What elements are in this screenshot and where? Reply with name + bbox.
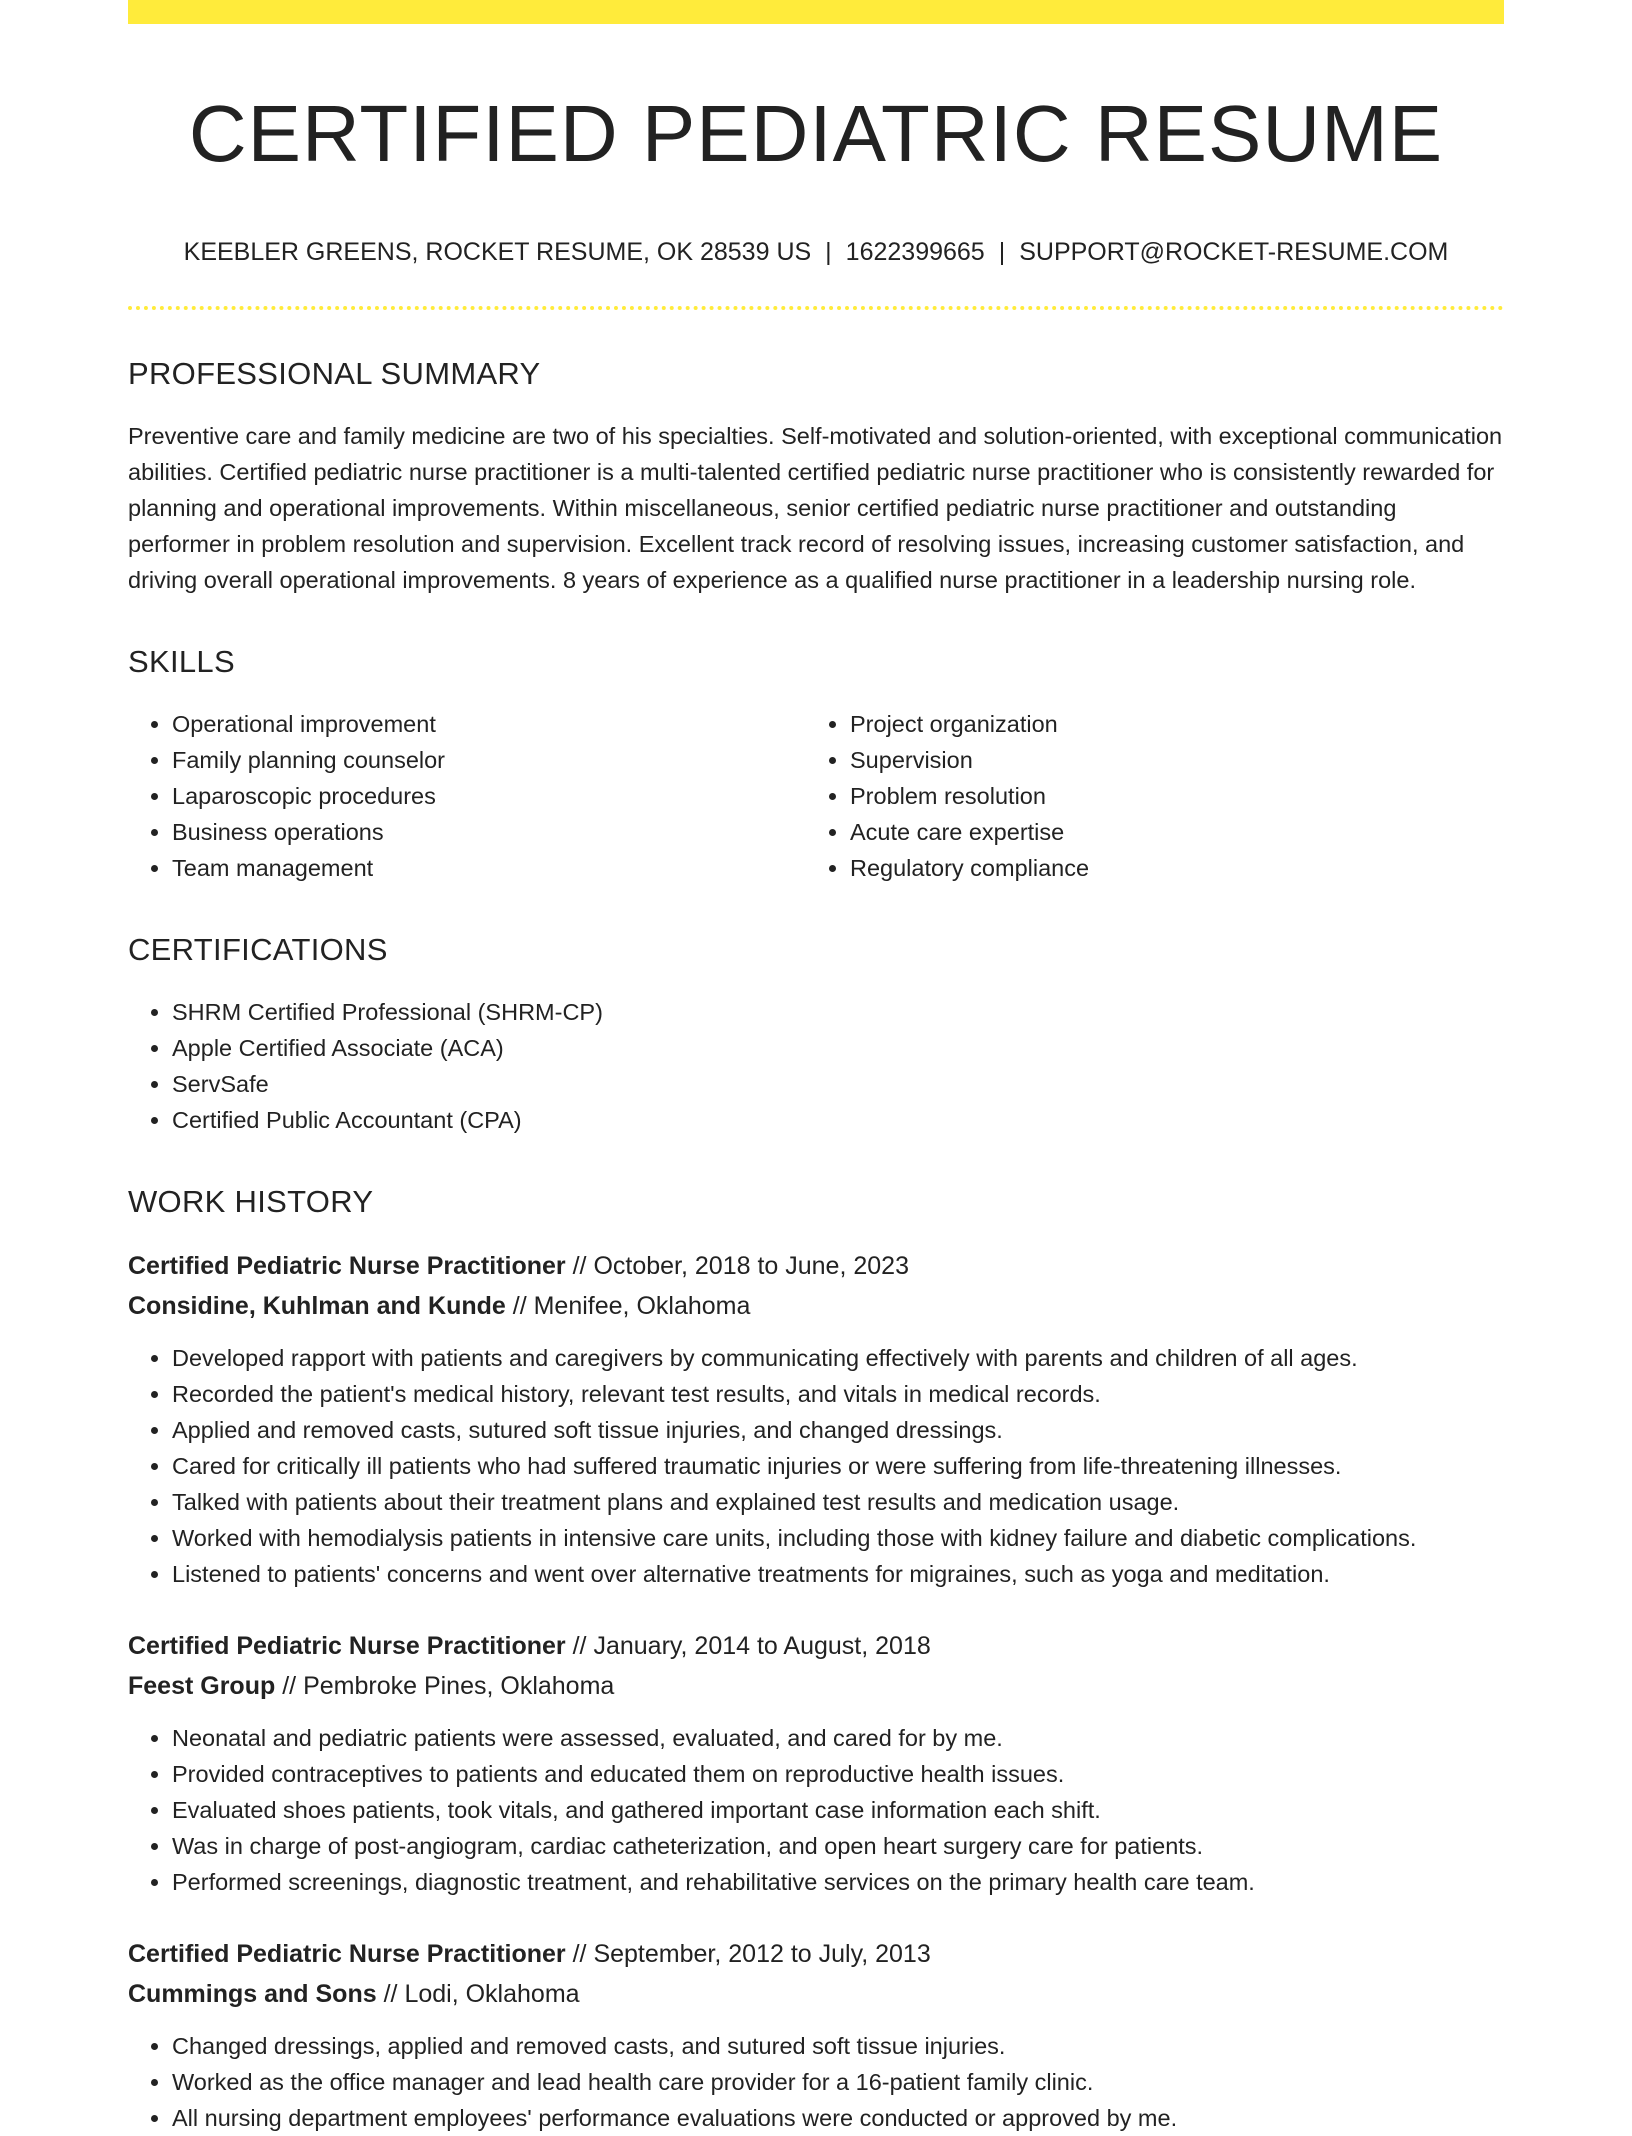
job-bullet: • Performed screenings, diagnostic treatment, and rehabilitative services on the primary health care team. [172,1864,1504,1900]
job-title: Certified Pediatric Nurse Practitioner [128,1252,566,1280]
certification-item: • SHRM Certified Professional (SHRM-CP) [172,994,1504,1030]
dotted-divider [128,306,1504,310]
job-entry [128,1246,1504,1592]
job-title-line [128,1934,1504,1974]
job-entry [128,1626,1504,1900]
job-bullet: • Worked as the office manager and lead health care provider for a 16-patient family clinic. [172,2064,1504,2100]
job-bullet: • Applied and removed casts, sutured soft tissue injuries, and changed dressings. [172,1412,1504,1448]
work-history-heading: WORK HISTORY [128,1184,374,1219]
job-bullet: • All nursing department employees' performance evaluations were conducted or approved by me. [172,2100,1504,2136]
skill-item: • Laparoscopic procedures [172,778,806,814]
skill-item: • Acute care expertise [850,814,1484,850]
skill-item: • Operational improvement [172,706,806,742]
job-bullet: • Talked with patients about their treatment plans and explained test results and medication usage. [172,1484,1504,1520]
job-dates: January, 2014 to August, 2018 [593,1632,931,1660]
job-bullet: • Was in charge of post-angiogram, cardiac catheterization, and open heart surgery care for patients. [172,1828,1504,1864]
job-title-line [128,1626,1504,1666]
delimiter: // [572,1252,587,1280]
job-company: Cummings and Sons [128,1980,377,2008]
job-entry [128,1934,1504,2136]
job-bullet: • Cared for critically ill patients who had suffered traumatic injuries or were suffering from life-threatening illnesses. [172,1448,1504,1484]
contact-email: SUPPORT@ROCKET-RESUME.COM [1019,238,1449,266]
resume-page [128,0,1504,2136]
summary-heading: PROFESSIONAL SUMMARY [128,356,541,391]
contact-line [128,236,1504,268]
skill-item: • Supervision [850,742,1484,778]
job-title-line [128,1246,1504,1286]
job-bullets [128,2028,1504,2136]
job-bullet: • Recorded the patient's medical history, relevant test results, and vitals in medical records. [172,1376,1504,1412]
job-bullet: • Listened to patients' concerns and went over alternative treatments for migraines, such as yoga and meditation. [172,1556,1504,1592]
contact-phone: 1622399665 [845,238,985,266]
job-dates: October, 2018 to June, 2023 [593,1252,909,1280]
skill-item: • Business operations [172,814,806,850]
skill-item: • Team management [172,850,806,886]
top-accent-bar [128,0,1504,24]
delimiter: // [383,1980,398,2008]
job-bullet: • Developed rapport with patients and caregivers by communicating effectively with parents and children of all ages. [172,1340,1504,1376]
skill-item: • Project organization [850,706,1484,742]
job-bullet: • Worked with hemodialysis patients in intensive care units, including those with kidney failure and diabetic complications. [172,1520,1504,1556]
delimiter: // [512,1292,527,1320]
resume-title: CERTIFIED PEDIATRIC RESUME [188,89,1444,178]
skills-columns [128,706,1504,886]
job-location: Menifee, Oklahoma [533,1292,751,1320]
job-location: Pembroke Pines, Oklahoma [303,1672,615,1700]
job-bullets [128,1340,1504,1592]
skills-right-list [806,706,1484,886]
job-location: Lodi, Oklahoma [404,1980,580,2008]
job-bullet: • Neonatal and pediatric patients were assessed, evaluated, and cared for by me. [172,1720,1504,1756]
certification-item: • ServSafe [172,1066,1504,1102]
skills-heading: SKILLS [128,644,235,679]
job-company-line [128,1974,1504,2014]
certification-item: • Apple Certified Associate (ACA) [172,1030,1504,1066]
contact-separator: | [998,238,1006,266]
contact-separator: | [825,238,832,266]
certification-item: • Certified Public Accountant (CPA) [172,1102,1504,1138]
job-title: Certified Pediatric Nurse Practitioner [128,1632,566,1660]
job-title: Certified Pediatric Nurse Practitioner [128,1940,566,1968]
job-company: Considine, Kuhlman and Kunde [128,1292,506,1320]
job-bullets [128,1720,1504,1900]
job-company: Feest Group [128,1672,276,1700]
contact-address: KEEBLER GREENS, ROCKET RESUME, OK 28539 US [183,238,812,266]
job-company-line [128,1666,1504,1706]
skill-item: • Family planning counselor [172,742,806,778]
job-company-line [128,1286,1504,1326]
skill-item: • Problem resolution [850,778,1484,814]
job-bullet: • Changed dressings, applied and removed casts, and sutured soft tissue injuries. [172,2028,1504,2064]
delimiter: // [572,1940,587,1968]
job-dates: September, 2012 to July, 2013 [593,1940,931,1968]
delimiter: // [282,1672,297,1700]
job-bullet: • Provided contraceptives to patients and educated them on reproductive health issues. [172,1756,1504,1792]
certifications-heading: CERTIFICATIONS [128,932,388,967]
summary-text: Preventive care and family medicine are two of his specialties. Self-motivated and solution-oriented, with exceptional communication abilities. Certified pediatric nurse practitioner is a multi-talented certified pediatric nurse practitioner who is consistently rewarded for planning and operational improvements. Within miscellaneous, senior certified pediatric nurse practitioner and outstanding performer in problem resolution and supervision. Excellent track record of resolving issues, increasing customer satisfaction, and driving overall operational improvements. 8 years of experience as a qualified nurse practitioner in a leadership nursing role. [128,423,1503,593]
skills-left-list [128,706,806,886]
skill-item: • Regulatory compliance [850,850,1484,886]
certifications-list [128,994,1504,1138]
delimiter: // [572,1632,587,1660]
job-bullet: • Evaluated shoes patients, took vitals, and gathered important case information each shift. [172,1792,1504,1828]
